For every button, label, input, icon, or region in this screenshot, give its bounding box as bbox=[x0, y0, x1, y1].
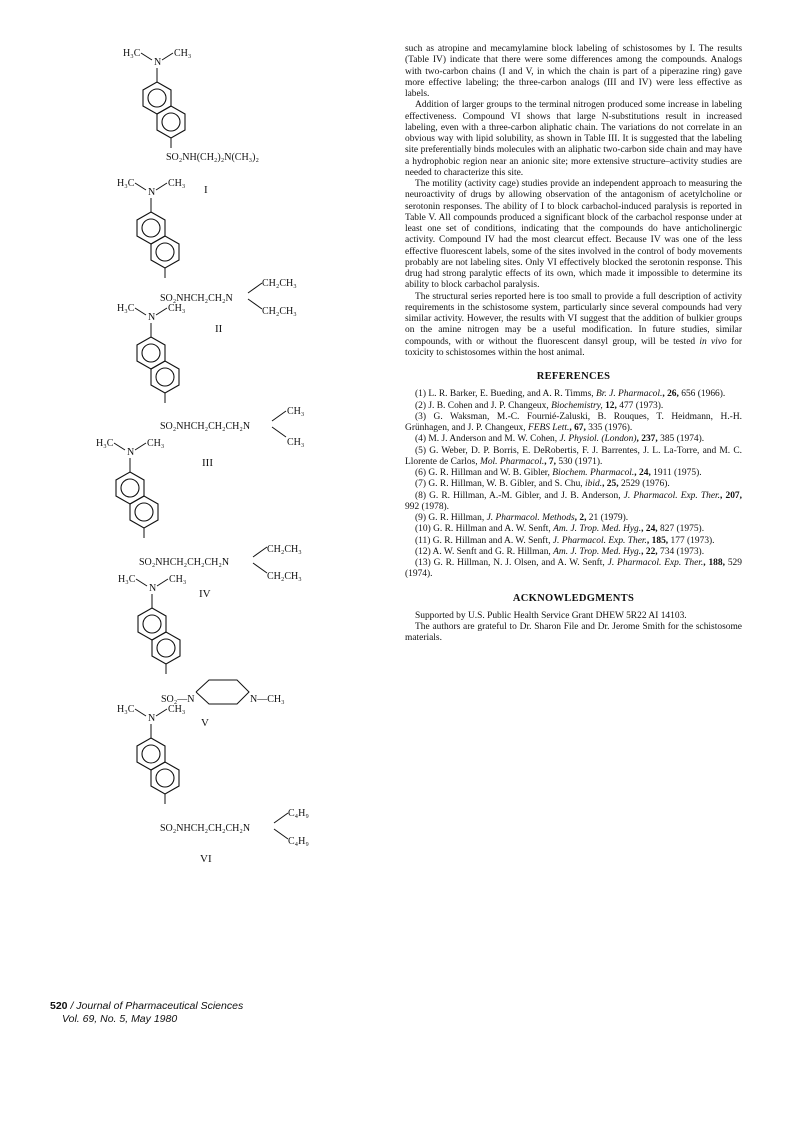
label-III: III bbox=[202, 457, 213, 469]
page-number: 520 bbox=[50, 1000, 68, 1012]
references-heading: REFERENCES bbox=[536, 371, 611, 382]
ack-thanks: The authors are grateful to Dr. Sharon File and Dr. Jerome Smith for the schistosome materials. bbox=[405, 622, 742, 644]
label-V: V bbox=[201, 717, 209, 729]
reference-item: (9) G. R. Hillman, J. Pharmacol. Methods, 2, 21 (1979). bbox=[415, 513, 629, 523]
compound-II bbox=[117, 178, 297, 335]
reference-item: (1) L. R. Barker, E. Bueding, and A. R. Timms, Br. J. Pharmacol., 26, 656 (1966). bbox=[415, 389, 726, 400]
reference-item: (8) G. R. Hillman, A.-M. Gibler, and J. B. Anderson, J. Pharmacol. Exp. Ther., 207, 992 (1978). bbox=[405, 490, 742, 512]
reference-item: (10) G. R. Hillman and A. W. Senft, Am. J. Trop. Med. Hyg., 24, 827 (1975). bbox=[415, 524, 705, 535]
sidechain-VI: SO₂NHCH₂CH₂CH₂N bbox=[160, 823, 251, 834]
structure-column bbox=[88, 40, 388, 865]
nme2-right: CH₃ bbox=[174, 48, 192, 59]
label-IV: IV bbox=[199, 588, 211, 600]
branch-bottom-IV: CH₂CH₃ bbox=[267, 571, 302, 582]
svg-text:H₃C: H₃C bbox=[117, 303, 135, 314]
svg-text:CH₃: CH₃ bbox=[168, 178, 186, 189]
svg-text:H₃C: H₃C bbox=[117, 704, 135, 715]
page-footer bbox=[50, 1000, 243, 1026]
svg-text:N: N bbox=[148, 187, 156, 198]
sidechain-III: SO₂NHCH₂CH₂CH₂N bbox=[160, 421, 251, 432]
reference-item: (13) G. R. Hillman, N. J. Olsen, and A. W. Senft, J. Pharmacol. Exp. Ther., 188, 529 (1974). bbox=[405, 558, 742, 580]
sidechain-V: SO₂—N bbox=[161, 694, 195, 705]
branch-top-IV: CH₂CH₃ bbox=[267, 544, 302, 555]
reference-item: (3) G. Waksman, M.-C. Fournié-Zaluski, B. Rouques, T. Heidmann, H.-H. Grünhagen, and J. P. Changeux, FEBS Lett., 67, 335 (1976). bbox=[405, 411, 742, 433]
reference-item: (11) G. R. Hillman and A. W. Senft, J. Pharmacol. Exp. Ther., 185, 177 (1973). bbox=[415, 535, 715, 546]
sidechain-II: SO₂NHCH₂CH₂N bbox=[160, 293, 233, 304]
branch-bottom-VI: C₄H₉ bbox=[288, 836, 309, 847]
reference-item: (2) J. B. Cohen and J. P. Changeux, Biochemistry, 12, 477 (1973). bbox=[415, 400, 664, 411]
branch-bottom-III: CH₃ bbox=[287, 437, 305, 448]
svg-text:H₃C: H₃C bbox=[118, 574, 136, 585]
svg-text:H₃C: H₃C bbox=[96, 438, 114, 449]
sidechain-IV: SO₂NHCH₂CH₂CH₂N bbox=[139, 557, 230, 568]
compound-I bbox=[123, 48, 259, 196]
body-paragraph-3: The motility (activity cage) studies provide an independent approach to measuring the neuroactivity of drugs by allowing observation of the antagonism of acetylcholine or serotonin responses. The ability of I to block carbachol-induced paralysis is reported in Table V. All compounds produced a significant block of the carbachol response under at least one set of conditions, indicating that the compounds do have anticholinergic activity. Compound IV had the most clearcut effect. Because IV was one of the less effective fluorescent labels, some of the sites involved in the control of body movements probably are not labeling sites. Only VI effectively blocked the serotonin response. This drug had strong paralytic effects of its own, which made it impossible to determine its ability to block carbachol paralysis. bbox=[405, 179, 742, 291]
ack-funding: Supported by U.S. Public Health Service Grant DHEW 5R22 AI 14103. bbox=[415, 610, 687, 621]
svg-text:N: N bbox=[148, 713, 156, 724]
reference-item: (4) M. J. Anderson and M. W. Cohen, J. Physiol. (London), 237, 385 (1974). bbox=[415, 434, 705, 445]
reference-item: (7) G. R. Hillman, W. B. Gibler, and S. Chu, ibid., 25, 2529 (1976). bbox=[415, 479, 670, 490]
label-II: II bbox=[215, 323, 223, 335]
reference-item: (5) G. Weber, D. P. Borris, E. DeRobertis, F. J. Barrentes, J. L. La-Torre, and M. C. Llorente de Carlos, Mol. Pharmacol., 7, 530 (1971). bbox=[405, 445, 742, 467]
svg-text:N: N bbox=[127, 447, 135, 458]
label-I: I bbox=[204, 184, 208, 196]
svg-text:N: N bbox=[148, 312, 156, 323]
body-paragraph-1: such as atropine and mecamylamine block labeling of schistosomes by I. The results (Table IV) indicate that there were some differences among the compounds. Analogs with two-carbon chains (I and V, in which the chain is part of a piperazine ring) gave more effective labeling; the three-carbon analogs (III and IV) were less effective as labels. bbox=[405, 44, 742, 99]
ring-n-V: N—CH₃ bbox=[250, 694, 285, 705]
svg-text:N: N bbox=[149, 583, 157, 594]
structures-figure bbox=[88, 40, 388, 865]
branch-bottom-II: CH₂CH₃ bbox=[262, 306, 297, 317]
sidechain-I: SO₂NH(CH₂)₂N(CH₃)₂ bbox=[166, 152, 259, 163]
body-paragraph-2: Addition of larger groups to the terminal nitrogen produced some increase in labeling effectiveness. Compound VI shows that large N-substitutions result in increased labeling, even with a three-carbon aliphatic chain. The variations do not correlate in an obvious way with lipid solubility, as shown in Table III. It is suggested that the labeling site preferentially binds molecules with an aliphatic two-carbon side chain and may have a hydrophobic region near an anionic site; more extensive structure–activity studies are needed to characterize this site. bbox=[405, 100, 742, 178]
body-paragraph-4: The structural series reported here is too small to provide a full description of activity requirements in the schistosome system, particularly since several compounds had very similar activity. However, the results with VI suggest that the addition of bulkier groups on the amine nitrogen may be a useful modification. In future studies, similar compounds, with or without the fluorescent dansyl group, will be tested in vivo for toxicity to schistosomes within the host animal. bbox=[405, 291, 742, 358]
svg-text:CH₃: CH₃ bbox=[147, 438, 165, 449]
reference-item: (12) A. W. Senft and G. R. Hillman, Am. J. Trop. Med. Hyg., 22, 734 (1973). bbox=[415, 546, 705, 557]
label-VI: VI bbox=[200, 853, 212, 865]
branch-top-III: CH₃ bbox=[287, 406, 305, 417]
reference-item: (6) G. R. Hillman and W. B. Gibler, Biochem. Pharmacol., 24, 1911 (1975). bbox=[415, 468, 702, 478]
references-list bbox=[405, 389, 742, 580]
branch-top-II: CH₂CH₃ bbox=[262, 278, 297, 289]
branch-top-VI: C₄H₉ bbox=[288, 808, 309, 819]
svg-text:CH₃: CH₃ bbox=[169, 574, 187, 585]
svg-text:CH₃: CH₃ bbox=[168, 303, 186, 314]
acknowledgments-heading: ACKNOWLEDGMENTS bbox=[512, 592, 635, 604]
nme2-left: H₃C bbox=[123, 48, 141, 59]
svg-text:H₃C: H₃C bbox=[117, 178, 135, 189]
svg-text:CH₃: CH₃ bbox=[168, 704, 186, 715]
text-column bbox=[405, 44, 742, 645]
journal-issue: Vol. 69, No. 5, May 1980 bbox=[62, 1013, 178, 1025]
journal-name: / Journal of Pharmaceutical Sciences bbox=[67, 1000, 244, 1012]
compound-VI bbox=[117, 704, 309, 865]
nme2-n: N bbox=[154, 57, 162, 68]
